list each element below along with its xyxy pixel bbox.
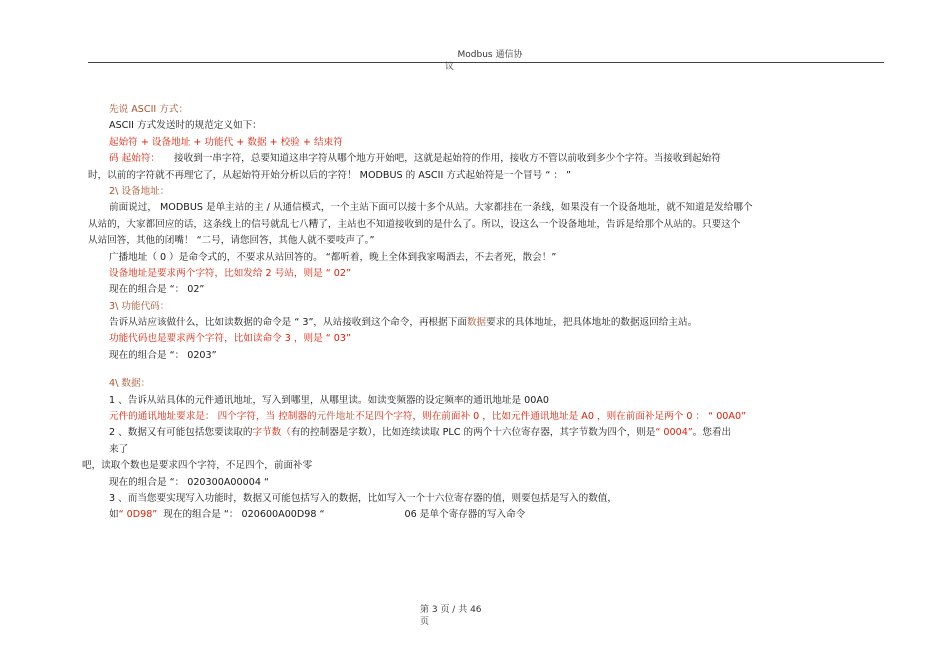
start-char-heading: 码 起始符： <box>109 153 161 165</box>
paragraph-line: 现在的组合是 “： 020300A00004 “ <box>109 476 269 488</box>
section-data-heading: 4\ 数据： <box>109 378 151 390</box>
paragraph-text: 有的控制器是字数），比如连续读取 PLC 的两个十六位寄存器，其字节数为四个，则是 <box>290 427 656 439</box>
paragraph-text: 06 是单个寄存器的写入命令 <box>404 509 526 521</box>
document-body <box>82 102 888 524</box>
highlight-word: “ 0004” <box>655 427 693 439</box>
paragraph-line: 来了 <box>109 443 129 455</box>
section-function-code-heading: 3\ 功能代码： <box>109 300 170 312</box>
paragraph-text: 告诉从站应该做什么，比如读数据的命令是 “ 3”，从站接收到这个命令，再根据下面 <box>109 317 467 329</box>
paragraph-text: 接收到一串字符，总要知道这串字符从哪个地方开始吧，这就是起始符的作用，接收方不管以前收到多少个字符。当接收到起始符 <box>174 153 721 165</box>
highlight-word: 数据 <box>466 317 487 329</box>
highlight-text: 不足四个字符，则在前面补 0 ，比如元件通讯地址是 A0 ，则在前面补足两个 0 ： “ 00A0” <box>354 411 747 423</box>
highlight-line: 功能代码也是要求两个字符，比如读命令 3 ，则是 “ 03” <box>109 333 351 345</box>
paragraph-text: 如 <box>109 509 119 521</box>
paragraph-line: 现在的组合是 “： 02” <box>109 284 205 296</box>
header-title-line2: 议 <box>445 62 455 72</box>
paragraph-text: 。您看出 <box>692 427 732 439</box>
paragraph-line: 从站回答，其他的闭嘴！ “二号，请您回答，其他人就不要吱声了。” <box>88 235 375 247</box>
paragraph-text: 现在的组合是 “： 020600A00D98 “ <box>163 509 325 521</box>
page-header <box>420 49 560 73</box>
highlight-word: 字节数（ <box>252 427 291 439</box>
paragraph-line: 现在的组合是 “： 0203” <box>109 349 217 361</box>
highlight-line: 设备地址是要求两个字符，比如发给 2 号站，则是 “ 02” <box>109 267 351 279</box>
paragraph-line <box>88 425 888 441</box>
paragraph-line: 3 、而当您要实现写入功能时，数据又可能包括写入的数据，比如写入一个十六位寄存器的值，则要包括是写入的数值， <box>109 492 618 504</box>
paragraph-line <box>88 151 888 167</box>
header-title-line1: Modbus 通信协 <box>457 50 523 60</box>
highlight-word: “ 0D98” <box>118 509 158 521</box>
paragraph-line <box>88 409 888 425</box>
header-divider <box>88 62 884 63</box>
paragraph-line <box>88 315 888 331</box>
page-number-line2: 页 <box>420 617 430 627</box>
paragraph-line <box>88 507 888 523</box>
paragraph-text: 要求的具体地址，把具体地址的数据返回给主站。 <box>486 317 698 329</box>
frame-format-line: 起始符 + 设备地址 + 功能代 + 数据 + 校验 + 结束符 <box>109 136 343 148</box>
highlight-word: 元件地址 <box>316 411 355 423</box>
page-footer <box>420 604 482 628</box>
paragraph-line: 吧，读取个数也是要求四个字符，不足四个，前面补零 <box>82 460 313 472</box>
paragraph-line: 广播地址（ 0 ）是命令式的，不要求从站回答的。 “都听着，晚上全体到我家喝酒去，不去者死，散会！” <box>109 251 557 263</box>
paragraph-line: 1 、告诉从站具体的元件通讯地址，写入到哪里，从哪里读。如读变频器的设定频率的通讯地址是 00A0 <box>109 394 550 406</box>
paragraph-line: ASCII 方式发送时的规范定义如下： <box>109 120 262 132</box>
paragraph-line: 前面说过， MODBUS 是单主站的主 / 从通信模式，一个主站下面可以接十多个从站。大家都挂在一条线，如果没有一个设备地址，就不知道是发给哪个 <box>109 202 753 214</box>
paragraph-line: 从站的，大家都回应的话，这条线上的信号就乱七八糟了，主站也不知道接收到的是什么了。所以，设这么一个设备地址，告诉是给那个从站的。只要这个 <box>88 218 741 230</box>
section-device-address-heading: 2\ 设备地址： <box>109 185 170 197</box>
page-number-line1: 第 3 页 / 共 46 <box>420 605 482 615</box>
paragraph-line: 时，以前的字符就不再理它了，从起始符开始分析以后的字符！ MODBUS 的 ASCII 方式起始符是一个冒号 “ ： ” <box>88 169 571 181</box>
highlight-text: 元件的通讯地址要求是： 四个字符，当 控制器的 <box>109 411 317 423</box>
section-ascii-heading: 先说 ASCII 方式： <box>109 104 189 115</box>
paragraph-text: 2 、数据又有可能包括您要读取的 <box>109 427 253 439</box>
